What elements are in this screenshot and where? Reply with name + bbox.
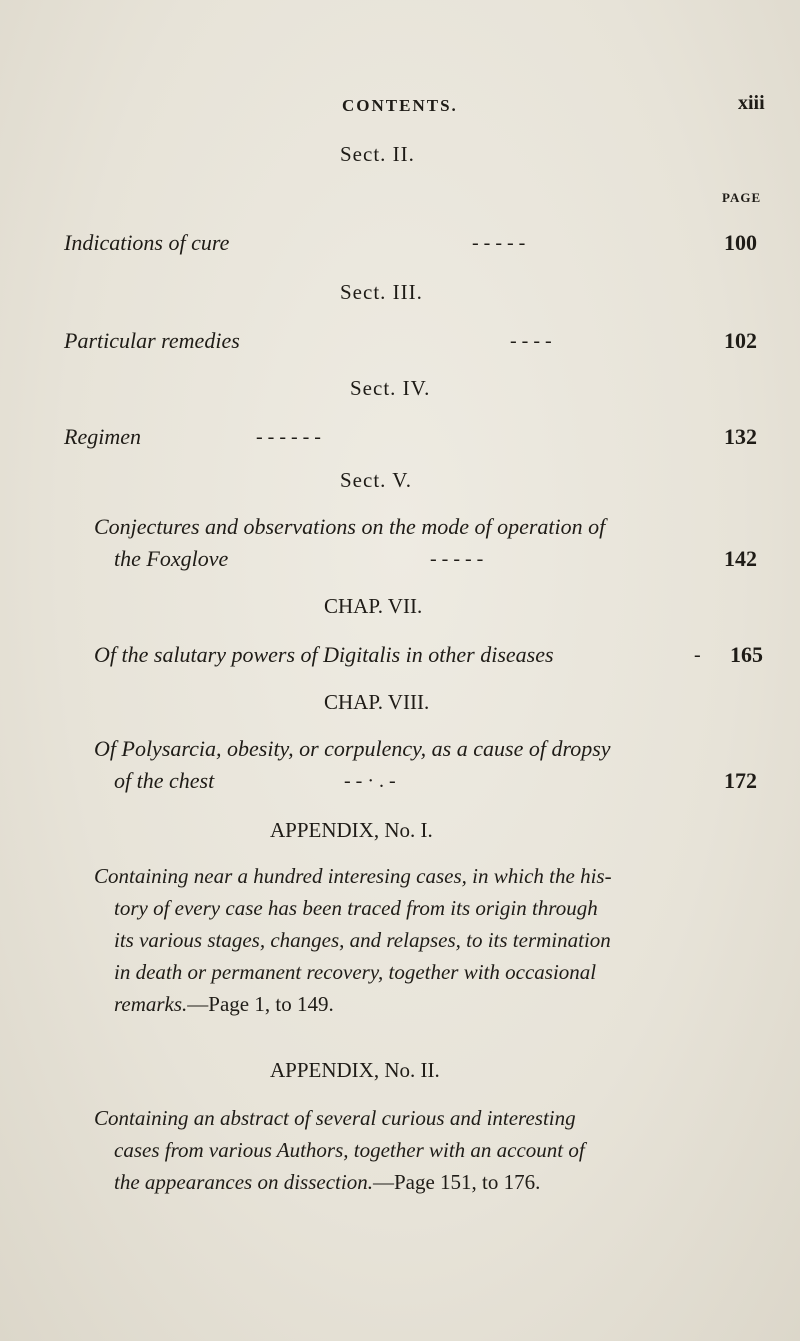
appendix-1-line: remarks. [114, 992, 188, 1016]
leader-dots: - - - - - [430, 548, 484, 570]
toc-entry-polysarcia: Of Polysarcia, obesity, or corpulency, as a cause of dropsy [94, 736, 611, 761]
page-number: 132 [724, 424, 757, 449]
leader-dots: - - - - - [472, 232, 526, 254]
page-folio: xiii [738, 92, 765, 114]
leader-dots: - - - - [510, 330, 552, 352]
appendix-1-line: tory of every case has been traced from its origin through [114, 896, 598, 920]
leader-dots: - - - - - - [256, 426, 321, 448]
toc-entry-conjectures: Conjectures and observations on the mode of operation of [94, 514, 606, 539]
leader-dots: - - · . - [344, 770, 396, 792]
appendix-2-description [94, 1102, 694, 1198]
leader-dots: - [694, 644, 701, 666]
toc-entry-conjectures-cont: the Foxglove [114, 546, 229, 571]
running-head: CONTENTS. [342, 96, 458, 115]
appendix-heading-1: APPENDIX, No. I. [270, 818, 433, 842]
appendix-heading-2: APPENDIX, No. II. [270, 1058, 440, 1082]
toc-entry-regimen: Regimen [64, 424, 141, 449]
page-number: 142 [724, 546, 757, 571]
appendix-2-line: Containing an abstract of several curious and interesting [94, 1106, 576, 1130]
appendix-1-line: Containing near a hundred interesing cases, in which the his- [94, 864, 612, 888]
toc-entry-indications: Indications of cure [64, 230, 230, 255]
page-number: 100 [724, 230, 757, 255]
appendix-1-description [94, 860, 694, 1020]
page-column-label: PAGE [722, 190, 762, 205]
chapter-heading-7: CHAP. VII. [324, 594, 423, 618]
toc-entry-remedies: Particular remedies [64, 328, 240, 353]
page-number: 102 [724, 328, 757, 353]
appendix-2-line: the appearances on dissection. [114, 1170, 373, 1194]
toc-entry-polysarcia-cont: of the chest [114, 768, 215, 793]
section-heading-2: Sect. II. [340, 142, 415, 166]
appendix-1-line: its various stages, changes, and relapses, to its termination [114, 928, 611, 952]
appendix-1-line: in death or permanent recovery, together with occasional [114, 960, 597, 984]
section-heading-3: Sect. III. [340, 280, 423, 304]
appendix-1-page-ref: —Page 1, to 149. [187, 992, 334, 1016]
toc-entry-digitalis: Of the salutary powers of Digitalis in other diseases [94, 642, 554, 667]
appendix-2-page-ref: —Page 151, to 176. [372, 1170, 541, 1194]
chapter-heading-8: CHAP. VIII. [324, 690, 430, 714]
appendix-2-line: cases from various Authors, together with an account of [114, 1138, 585, 1162]
page-number: 172 [724, 768, 757, 793]
page-number: 165 [730, 642, 763, 667]
section-heading-4: Sect. IV. [350, 376, 431, 400]
section-heading-5: Sect. V. [340, 468, 412, 492]
